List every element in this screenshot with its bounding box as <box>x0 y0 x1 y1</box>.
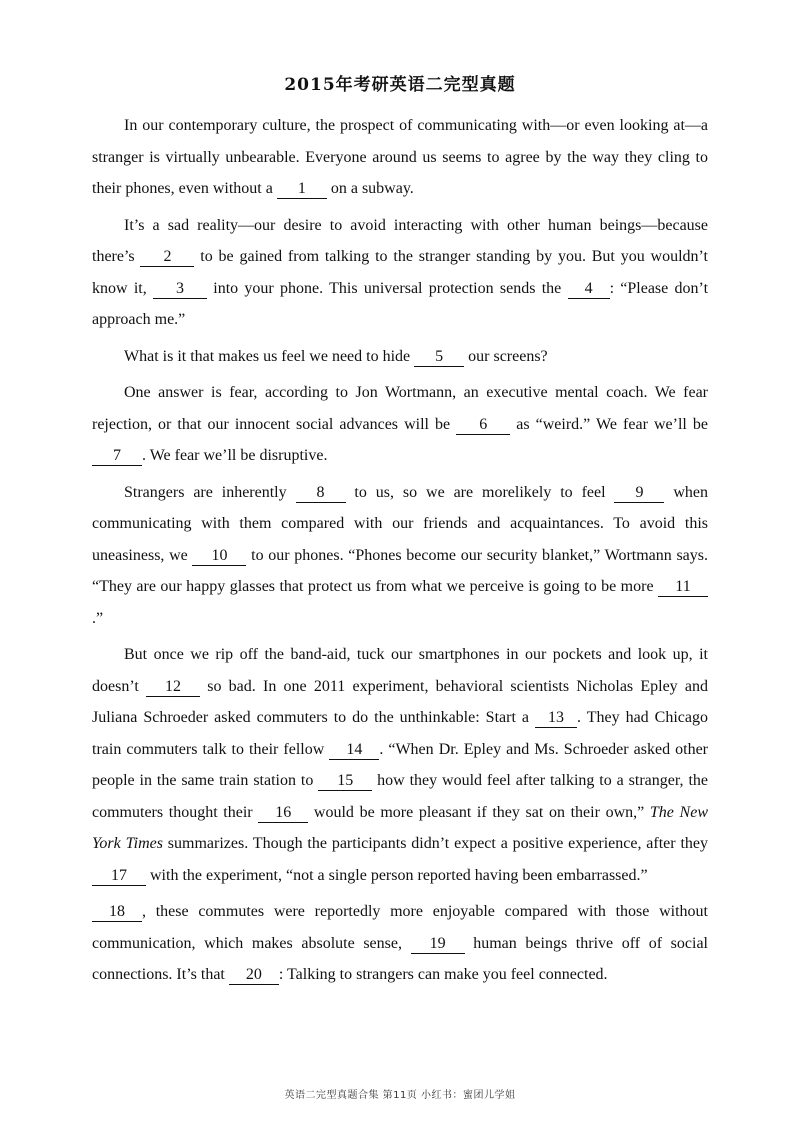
blank-8: 8 <box>296 484 346 503</box>
paragraph-text: . They had Chicago train commuters talk to their fellow <box>92 709 709 758</box>
paragraph-text: It’s a sad reality—our desire to avoid interacting with other human beings—because there’s <box>92 216 708 265</box>
paragraph-text: .” <box>92 609 104 627</box>
paragraph-text: our screens? <box>464 347 548 365</box>
paragraph-text: In our contemporary culture, the prospect of communicating with—or even looking at—a stranger is virtually unbearable. Everyone around us seems to agree by the way they cling to their phones, even without a <box>92 117 708 197</box>
paragraph-text: when communicating with them compared with our friends and acquaintances. To avoid this uneasiness, we <box>92 483 709 564</box>
page-title: 2015年考研英语二完型真题 <box>284 75 516 95</box>
blank-3: 3 <box>153 280 207 299</box>
paragraph-text: would be more pleasant if they sat on their own,” <box>308 803 650 821</box>
paragraph-4 <box>92 377 708 472</box>
paragraph-3 <box>92 341 708 373</box>
paragraph-text: . “When Dr. Epley and Ms. Schroeder asked other people in the same train station to <box>92 740 709 789</box>
cloze-passage <box>92 110 708 996</box>
blank-15: 15 <box>318 772 372 791</box>
paragraph-7 <box>92 896 708 991</box>
blank-19: 19 <box>411 935 465 954</box>
blank-12: 12 <box>146 678 200 697</box>
blank-7: 7 <box>92 447 142 466</box>
blank-11: 11 <box>658 578 708 597</box>
blank-10: 10 <box>192 547 246 566</box>
blank-17: 17 <box>92 867 146 886</box>
blank-9: 9 <box>614 484 664 503</box>
paragraph-text: , these commutes were reportedly more enjoyable compared with those without communication, which makes absolute sense, <box>92 903 708 952</box>
paragraph-2 <box>92 210 708 336</box>
blank-1: 1 <box>277 180 327 199</box>
paragraph-text: to our phones. “Phones become our security blanket,” Wortmann says. “They are our happy glasses that protect us from what we perceive is going to be more <box>92 546 708 595</box>
paragraph-text: . We fear we’ll be disruptive. <box>142 447 328 464</box>
blank-6: 6 <box>456 416 510 435</box>
blank-13: 13 <box>535 709 577 728</box>
blank-14: 14 <box>329 741 379 760</box>
paragraph-5 <box>92 477 708 635</box>
page-footer: 英语二完型真题合集 第11页 小红书：蜜团儿学姐 <box>284 1090 516 1101</box>
blank-20: 20 <box>229 966 279 985</box>
paragraph-6 <box>92 639 708 891</box>
paragraph-text: But once we rip off the band-aid, tuck our smartphones in our pockets and look up, it doesn’t <box>92 646 708 695</box>
blank-4: 4 <box>568 280 610 299</box>
blank-2: 2 <box>140 248 194 267</box>
paragraph-text: : Talking to strangers can make you feel connected. <box>278 966 608 983</box>
paragraph-text: into your phone. This universal protection sends the <box>207 279 568 297</box>
paragraph-text: summarizes. Though the participants didn’t expect a positive experience, after they <box>162 835 708 852</box>
paragraph-1 <box>92 110 708 205</box>
paragraph-text: so bad. In one 2011 experiment, behavioral scientists Nicholas Epley and Juliana Schroeder asked commuters to do the unthinkable: Start a <box>92 677 708 726</box>
paragraph-text: Strangers are inherently <box>124 483 296 501</box>
paragraph-text: One answer is fear, according to Jon Wortmann, an executive mental coach. We fear rejection, or that our innocent social advances will be <box>92 384 708 433</box>
blank-5: 5 <box>414 348 464 367</box>
paragraph-text: how they would feel after talking to a stranger, the commuters thought their <box>92 772 708 821</box>
paragraph-text: human beings thrive off of social connections. It’s that <box>92 934 709 983</box>
paragraph-text: to us, so we are morelikely to feel <box>345 483 615 501</box>
blank-18: 18 <box>92 903 142 922</box>
paragraph-text: with the experiment, “not a single person reported having been embarrassed.” <box>146 866 648 884</box>
blank-16: 16 <box>258 804 308 823</box>
paragraph-text: What is it that makes us feel we need to hide <box>124 347 415 365</box>
paragraph-text: on a subway. <box>326 180 414 197</box>
paragraph-text: to be gained from talking to the stranger standing by you. But you wouldn’t know it, <box>92 248 708 297</box>
paragraph-text: as “weird.” We fear we’ll be <box>510 415 708 433</box>
publication-name: The New York Times <box>92 803 709 852</box>
paragraph-text: : “Please don’t approach me.” <box>92 279 709 328</box>
